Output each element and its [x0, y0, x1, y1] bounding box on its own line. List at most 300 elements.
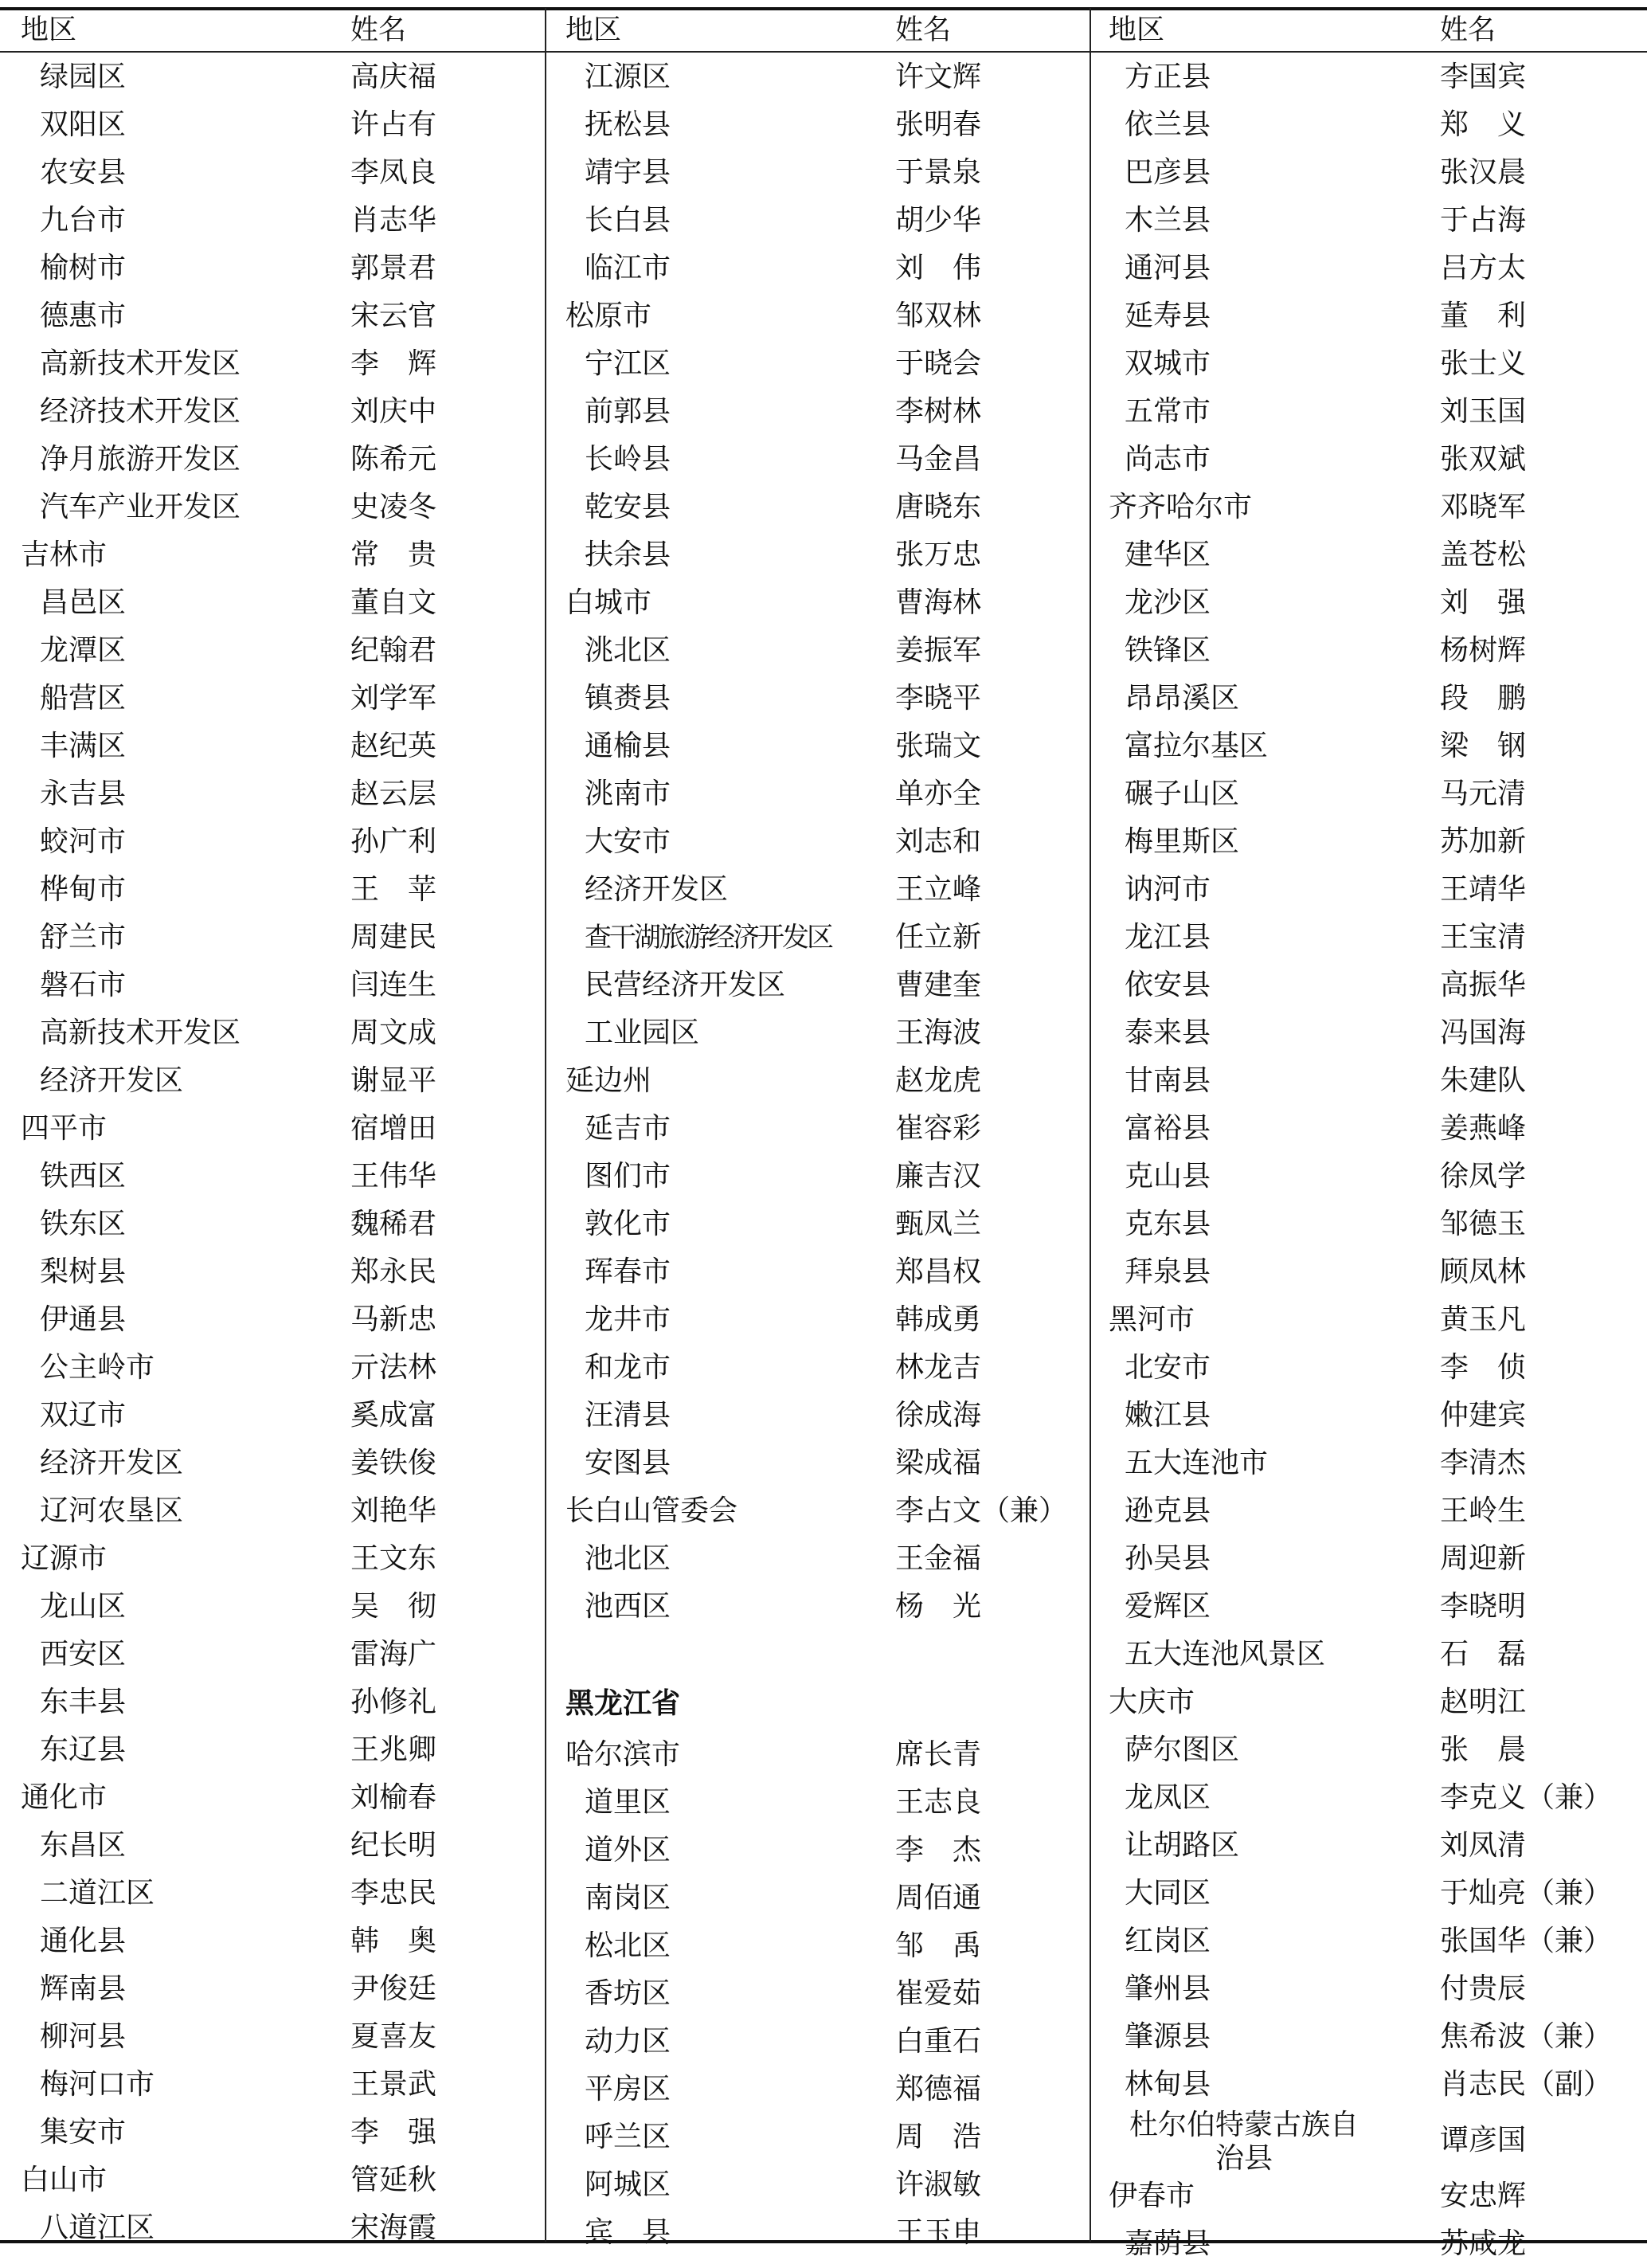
city-region-cell: 黑河市 — [1109, 1303, 1195, 1336]
roster-row — [545, 53, 1090, 101]
roster-row — [0, 292, 545, 340]
official-name-cell: 王海波 — [895, 1016, 982, 1049]
official-name-cell: 王景武 — [350, 2068, 437, 2101]
city-region-cell: 长白山管委会 — [565, 1494, 738, 1527]
city-region-cell: 吉林市 — [21, 539, 108, 571]
district-region-cell: 东丰县 — [40, 1686, 127, 1718]
roster-row — [1090, 1487, 1647, 1535]
official-name-cell: 韩成勇 — [895, 1303, 982, 1336]
district-region-cell: 富拉尔基区 — [1125, 730, 1269, 762]
roster-row — [1090, 1392, 1647, 1440]
official-name-cell: 唐晓东 — [895, 491, 982, 523]
roster-row — [545, 627, 1090, 675]
official-name-cell: 赵龙虎 — [895, 1064, 982, 1097]
roster-row — [0, 627, 545, 675]
district-region-cell: 龙潭区 — [40, 634, 127, 667]
roster-row — [0, 579, 545, 627]
roster-row — [1090, 1822, 1647, 1870]
official-name-cell: 周建民 — [350, 921, 437, 954]
official-name-cell: 李清杰 — [1440, 1447, 1527, 1479]
roster-row — [0, 2109, 545, 2156]
roster-row — [1090, 627, 1647, 675]
official-name-cell: 白重石 — [895, 2025, 982, 2058]
official-name-cell: 奚成富 — [350, 1399, 437, 1432]
roster-row — [1090, 1583, 1647, 1631]
roster-list — [1090, 53, 1647, 2268]
official-name-cell: 冯国海 — [1440, 1016, 1527, 1049]
roster-row — [0, 1678, 545, 1726]
district-region-cell: 图们市 — [585, 1160, 671, 1193]
official-name-cell: 段 鹏 — [1440, 682, 1527, 715]
official-name-cell: 张汉晨 — [1440, 156, 1527, 189]
roster-row — [0, 2156, 545, 2204]
roster-row — [545, 818, 1090, 866]
district-region-cell: 通河县 — [1125, 252, 1211, 284]
roster-row — [1090, 770, 1647, 818]
district-region-cell: 江源区 — [585, 61, 671, 93]
roster-row — [0, 1870, 545, 1917]
official-name-cell: 张瑞文 — [895, 730, 982, 762]
district-region-cell: 靖宇县 — [585, 156, 671, 189]
official-name-cell: 李晓平 — [895, 682, 982, 715]
official-name-cell: 王志良 — [895, 1786, 982, 1819]
roster-row — [0, 1057, 545, 1105]
roster-row — [1090, 197, 1647, 245]
district-region-cell: 富裕县 — [1125, 1112, 1211, 1145]
official-name-cell: 王金福 — [895, 1542, 982, 1575]
city-region-cell: 通化市 — [21, 1781, 108, 1814]
district-region-cell: 依安县 — [1125, 969, 1211, 1001]
official-name-cell: 谢显平 — [350, 1064, 437, 1097]
official-name-cell: 杨树辉 — [1440, 634, 1527, 667]
official-name-cell: 魏稀君 — [350, 1208, 437, 1240]
district-region-cell: 依兰县 — [1125, 108, 1211, 141]
city-region-cell: 四平市 — [21, 1112, 108, 1145]
official-name-cell: 曹建奎 — [895, 969, 982, 1001]
district-region-cell: 双阳区 — [40, 108, 127, 141]
roster-row — [1090, 1153, 1647, 1201]
official-name-cell: 董 利 — [1440, 300, 1527, 332]
official-name-cell: 管延秋 — [350, 2164, 437, 2196]
roster-row — [545, 1535, 1090, 1583]
roster-row — [1090, 1870, 1647, 1917]
roster-row — [0, 1392, 545, 1440]
district-region-cell: 东辽县 — [40, 1733, 127, 1766]
header-rule — [0, 51, 1647, 53]
district-region-cell: 杜尔伯特蒙古族自治县 — [1129, 2109, 1359, 2175]
official-name-cell: 张明春 — [895, 108, 982, 141]
roster-row — [545, 1057, 1090, 1105]
roster-row — [1090, 292, 1647, 340]
official-name-cell: 闫连生 — [350, 969, 437, 1001]
roster-row — [545, 2161, 1090, 2209]
roster-row — [545, 1248, 1090, 1296]
roster-row — [545, 484, 1090, 531]
official-name-cell: 廉吉汉 — [895, 1160, 982, 1193]
roster-row — [1090, 675, 1647, 723]
roster-list — [545, 53, 1090, 2257]
district-region-cell: 尚志市 — [1125, 443, 1211, 476]
district-region-cell: 大同区 — [1125, 1877, 1211, 1910]
district-region-cell: 榆树市 — [40, 252, 127, 284]
district-region-cell: 南岗区 — [585, 1882, 671, 1914]
district-region-cell: 平房区 — [585, 2073, 671, 2105]
roster-row — [1090, 1440, 1647, 1487]
district-region-cell: 泰来县 — [1125, 1016, 1211, 1049]
roster-row — [545, 723, 1090, 770]
roster-row — [0, 1535, 545, 1583]
roster-row — [545, 2066, 1090, 2113]
spacer — [545, 1631, 1090, 1675]
district-region-cell: 辽河农垦区 — [40, 1494, 184, 1527]
district-region-cell: 嫩江县 — [1125, 1399, 1211, 1432]
district-region-cell: 公主岭市 — [40, 1351, 155, 1384]
roster-row — [1090, 245, 1647, 292]
roster-row — [0, 197, 545, 245]
roster-row — [1090, 1296, 1647, 1344]
official-name-cell: 梁成福 — [895, 1447, 982, 1479]
official-name-cell: 李凤良 — [350, 156, 437, 189]
official-name-cell: 杨 光 — [895, 1590, 982, 1623]
roster-row — [0, 1774, 545, 1822]
district-region-cell: 辉南县 — [40, 1972, 127, 2005]
roster-row — [545, 1874, 1090, 1922]
roster-row — [0, 53, 545, 101]
official-name-cell: 姜燕峰 — [1440, 1112, 1527, 1145]
roster-row — [545, 197, 1090, 245]
roster-row — [545, 1731, 1090, 1779]
roster-row — [545, 770, 1090, 818]
city-region-cell: 齐齐哈尔市 — [1109, 491, 1253, 523]
official-name-cell: 吴 彻 — [350, 1590, 437, 1623]
roster-row — [545, 2113, 1090, 2161]
roster-row — [1090, 531, 1647, 579]
roster-row — [0, 245, 545, 292]
official-name-cell: 赵云层 — [350, 778, 437, 810]
roster-row — [0, 723, 545, 770]
roster-row — [0, 149, 545, 197]
official-name-cell: 周文成 — [350, 1016, 437, 1049]
official-name-cell: 李忠民 — [350, 1877, 437, 1910]
roster-row — [545, 1583, 1090, 1631]
district-region-cell: 香坊区 — [585, 1977, 671, 2010]
district-region-cell: 经济开发区 — [40, 1447, 184, 1479]
district-region-cell: 克山县 — [1125, 1160, 1211, 1193]
official-name-cell: 尹俊廷 — [350, 1972, 437, 2005]
city-region-cell: 白城市 — [565, 586, 652, 619]
city-region-cell: 白山市 — [21, 2164, 108, 2196]
official-name-cell: 顾凤林 — [1440, 1255, 1527, 1288]
district-region-cell: 汽车产业开发区 — [40, 491, 241, 523]
official-name-cell: 任立新 — [895, 921, 982, 954]
official-name-cell: 亓法林 — [350, 1351, 437, 1384]
column-header-region: 地区 — [565, 14, 622, 46]
district-region-cell: 东昌区 — [40, 1829, 127, 1862]
roster-row — [1090, 101, 1647, 149]
district-region-cell: 舒兰市 — [40, 921, 127, 954]
district-region-cell: 集安市 — [40, 2116, 127, 2149]
official-name-cell: 李树林 — [895, 395, 982, 428]
district-region-cell: 孙吴县 — [1125, 1542, 1211, 1575]
district-region-cell: 和龙市 — [585, 1351, 671, 1384]
roster-row — [1090, 149, 1647, 197]
district-region-cell: 洮北区 — [585, 634, 671, 667]
official-name-cell: 焦希波（兼） — [1440, 2020, 1613, 2053]
district-region-cell: 民营经济开发区 — [585, 969, 786, 1001]
district-region-cell: 龙沙区 — [1125, 586, 1211, 619]
district-region-cell: 龙江县 — [1125, 921, 1211, 954]
district-region-cell: 蛟河市 — [40, 825, 127, 858]
city-region-cell: 伊春市 — [1109, 2180, 1195, 2212]
roster-row — [0, 484, 545, 531]
official-name-cell: 刘凤清 — [1440, 1829, 1527, 1862]
official-name-cell: 徐凤学 — [1440, 1160, 1527, 1193]
official-name-cell: 席长青 — [895, 1738, 982, 1771]
column-header-region: 地区 — [21, 14, 77, 46]
official-name-cell: 宋云官 — [350, 300, 437, 332]
district-region-cell: 克东县 — [1125, 1208, 1211, 1240]
official-name-cell: 刘学军 — [350, 682, 437, 715]
column-header-region: 地区 — [1109, 14, 1165, 46]
district-region-cell: 宾 县 — [585, 2216, 671, 2249]
official-name-cell: 李 辉 — [350, 347, 437, 380]
district-region-cell: 乾安县 — [585, 491, 671, 523]
official-name-cell: 姜振军 — [895, 634, 982, 667]
district-region-cell: 安图县 — [585, 1447, 671, 1479]
column-header-name: 姓名 — [350, 14, 407, 46]
district-region-cell: 木兰县 — [1125, 204, 1211, 237]
district-region-cell: 嘉荫县 — [1125, 2227, 1211, 2260]
city-region-cell: 松原市 — [565, 300, 652, 332]
roster-row — [1090, 2013, 1647, 2061]
official-name-cell: 崔爱茹 — [895, 1977, 982, 2010]
roster-row — [1090, 723, 1647, 770]
district-region-cell: 经济开发区 — [585, 873, 729, 906]
roster-row — [1090, 818, 1647, 866]
official-name-cell: 于晓会 — [895, 347, 982, 380]
roster-row — [545, 1440, 1090, 1487]
official-name-cell: 胡少华 — [895, 204, 982, 237]
district-region-cell: 柳河县 — [40, 2020, 127, 2053]
district-region-cell: 二道江区 — [40, 1877, 155, 1910]
district-region-cell: 磐石市 — [40, 969, 127, 1001]
roster-row — [0, 1440, 545, 1487]
roster-row — [1090, 1631, 1647, 1678]
roster-row — [1090, 914, 1647, 962]
official-name-cell: 邓晓军 — [1440, 491, 1527, 523]
official-name-cell: 王立峰 — [895, 873, 982, 906]
roster-row — [545, 1779, 1090, 1827]
official-name-cell: 朱建队 — [1440, 1064, 1527, 1097]
official-name-cell: 仲建宾 — [1440, 1399, 1527, 1432]
official-name-cell: 苏咸龙 — [1440, 2227, 1527, 2260]
district-region-cell: 洮南市 — [585, 778, 671, 810]
district-region-cell: 通化县 — [40, 1925, 127, 1957]
official-name-cell: 黄玉凡 — [1440, 1303, 1527, 1336]
district-region-cell: 阿城区 — [585, 2168, 671, 2201]
official-name-cell: 于景泉 — [895, 156, 982, 189]
roster-row — [545, 675, 1090, 723]
official-name-cell: 姜铁俊 — [350, 1447, 437, 1479]
official-name-cell: 董自文 — [350, 586, 437, 619]
district-region-cell: 呼兰区 — [585, 2121, 671, 2153]
district-region-cell: 五大连池市 — [1125, 1447, 1269, 1479]
official-name-cell: 张万忠 — [895, 539, 982, 571]
roster-row — [545, 340, 1090, 388]
roster-row — [545, 2018, 1090, 2066]
official-name-cell: 郑德福 — [895, 2073, 982, 2105]
roster-row — [1090, 1774, 1647, 1822]
roster-row — [1090, 1535, 1647, 1583]
roster-row — [1090, 962, 1647, 1009]
district-region-cell: 延寿县 — [1125, 300, 1211, 332]
district-region-cell: 绿园区 — [40, 61, 127, 93]
district-region-cell: 延吉市 — [585, 1112, 671, 1145]
official-name-cell: 崔容彩 — [895, 1112, 982, 1145]
official-name-cell: 李 杰 — [895, 1834, 982, 1866]
district-region-cell: 巴彦县 — [1125, 156, 1211, 189]
city-region-cell: 延边州 — [565, 1064, 652, 1097]
official-name-cell: 周 浩 — [895, 2121, 982, 2153]
official-name-cell: 甄凤兰 — [895, 1208, 982, 1240]
district-region-cell: 前郭县 — [585, 395, 671, 428]
roster-row — [545, 866, 1090, 914]
official-name-cell: 郑永民 — [350, 1255, 437, 1288]
roster-row — [545, 1201, 1090, 1248]
district-region-cell: 肇州县 — [1125, 1972, 1211, 2005]
district-region-cell: 净月旅游开发区 — [40, 443, 241, 476]
roster-row — [0, 962, 545, 1009]
roster-row — [1090, 388, 1647, 436]
district-region-cell: 拜泉县 — [1125, 1255, 1211, 1288]
roster-row — [0, 1296, 545, 1344]
roster-row — [0, 770, 545, 818]
roster-row — [545, 579, 1090, 627]
roster-row — [0, 1487, 545, 1535]
official-name-cell: 肖志民（副） — [1440, 2068, 1613, 2101]
roster-row — [0, 1248, 545, 1296]
district-region-cell: 讷河市 — [1125, 873, 1211, 906]
district-region-cell: 抚松县 — [585, 108, 671, 141]
official-name-cell: 宿增田 — [350, 1112, 437, 1145]
official-name-cell: 邹德玉 — [1440, 1208, 1527, 1240]
district-region-cell: 工业园区 — [585, 1016, 700, 1049]
roster-row — [0, 914, 545, 962]
district-region-cell: 道外区 — [585, 1834, 671, 1866]
district-region-cell: 让胡路区 — [1125, 1829, 1240, 1862]
official-name-cell: 谭彦国 — [1440, 2124, 1527, 2156]
official-name-cell: 张双斌 — [1440, 443, 1527, 476]
official-name-cell: 李 侦 — [1440, 1351, 1527, 1384]
official-name-cell: 李 强 — [350, 2116, 437, 2149]
roster-row — [0, 818, 545, 866]
official-name-cell: 刘艳华 — [350, 1494, 437, 1527]
official-name-cell: 马新忠 — [350, 1303, 437, 1336]
district-region-cell: 池西区 — [585, 1590, 671, 1623]
roster-row — [545, 388, 1090, 436]
roster-row — [545, 1827, 1090, 1874]
city-region-cell: 哈尔滨市 — [565, 1738, 681, 1771]
official-name-cell: 张国华（兼） — [1440, 1925, 1613, 1957]
roster-row — [545, 962, 1090, 1009]
district-region-cell: 梅里斯区 — [1125, 825, 1240, 858]
official-name-cell: 刘志和 — [895, 825, 982, 858]
roster-row — [0, 1583, 545, 1631]
roster-row — [545, 1970, 1090, 2018]
district-region-cell: 松北区 — [585, 1929, 671, 1962]
district-region-cell: 八道江区 — [40, 2211, 155, 2244]
district-region-cell: 长岭县 — [585, 443, 671, 476]
roster-row — [1090, 1057, 1647, 1105]
official-name-cell: 郭景君 — [350, 252, 437, 284]
official-name-cell: 李克义（兼） — [1440, 1781, 1613, 1814]
roster-row — [0, 1153, 545, 1201]
official-name-cell: 刘 强 — [1440, 586, 1527, 619]
district-region-cell: 铁西区 — [40, 1160, 127, 1193]
district-region-cell: 经济开发区 — [40, 1064, 184, 1097]
district-region-cell: 农安县 — [40, 156, 127, 189]
roster-row — [0, 388, 545, 436]
roster-row — [0, 675, 545, 723]
official-name-cell: 付贵辰 — [1440, 1972, 1527, 2005]
roster-row — [0, 2204, 545, 2252]
roster-row — [1090, 866, 1647, 914]
district-region-cell: 昂昂溪区 — [1125, 682, 1240, 715]
official-name-cell: 盖苍松 — [1440, 539, 1527, 571]
official-name-cell: 张 晨 — [1440, 1733, 1527, 1766]
official-name-cell: 王靖华 — [1440, 873, 1527, 906]
roster-row — [545, 245, 1090, 292]
district-region-cell: 爱辉区 — [1125, 1590, 1211, 1623]
district-region-cell: 西安区 — [40, 1638, 127, 1671]
official-name-cell: 石 磊 — [1440, 1638, 1527, 1671]
official-name-cell: 纪翰君 — [350, 634, 437, 667]
district-region-cell: 汪清县 — [585, 1399, 671, 1432]
official-name-cell: 史凌冬 — [350, 491, 437, 523]
official-name-cell: 肖志华 — [350, 204, 437, 237]
official-name-cell: 邹 禹 — [895, 1929, 982, 1962]
roster-row — [1090, 2109, 1647, 2175]
official-name-cell: 孙修礼 — [350, 1686, 437, 1718]
roster-row — [545, 1296, 1090, 1344]
roster-row — [545, 1922, 1090, 1970]
district-region-cell: 萨尔图区 — [1125, 1733, 1240, 1766]
official-name-cell: 吕方太 — [1440, 252, 1527, 284]
official-name-cell: 刘 伟 — [895, 252, 982, 284]
district-region-cell: 珲春市 — [585, 1255, 671, 1288]
district-region-cell: 碾子山区 — [1125, 778, 1240, 810]
roster-row — [545, 914, 1090, 962]
roster-row — [545, 1344, 1090, 1392]
district-region-cell: 高新技术开发区 — [40, 1016, 241, 1049]
official-name-cell: 曹海林 — [895, 586, 982, 619]
roster-row — [1090, 579, 1647, 627]
roster-row — [545, 149, 1090, 197]
roster-row — [545, 1153, 1090, 1201]
official-name-cell: 雷海广 — [350, 1638, 437, 1671]
roster-row — [1090, 1965, 1647, 2013]
district-region-cell: 桦甸市 — [40, 873, 127, 906]
official-name-cell: 王兆卿 — [350, 1733, 437, 1766]
roster-row — [0, 1631, 545, 1678]
roster-row — [0, 1965, 545, 2013]
roster-list — [0, 53, 545, 2252]
roster-row — [1090, 2220, 1647, 2268]
roster-row — [1090, 2172, 1647, 2220]
district-region-cell: 德惠市 — [40, 300, 127, 332]
district-region-cell: 红岗区 — [1125, 1925, 1211, 1957]
province-heading-row — [545, 1675, 1090, 1731]
